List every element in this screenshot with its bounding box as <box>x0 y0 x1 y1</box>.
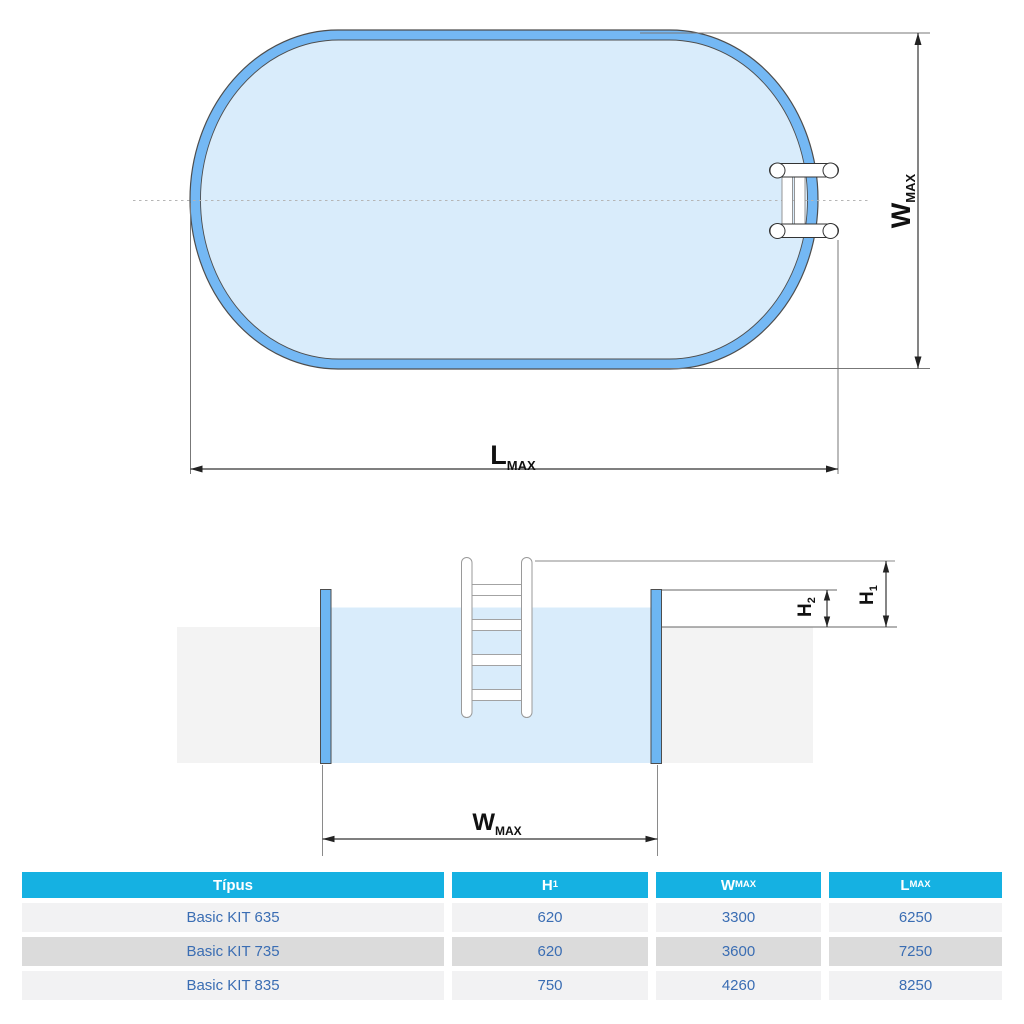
ladder-knob <box>770 224 785 239</box>
arrowhead-down <box>824 617 830 628</box>
arrowhead-down <box>915 357 922 369</box>
cell-tipus: Basic KIT 835 <box>22 971 444 1000</box>
spec-table <box>22 872 1002 1000</box>
header-label: W <box>720 876 736 894</box>
ladder-rail-right <box>795 170 806 231</box>
pool-wall-left <box>321 590 332 764</box>
cell-h1: 620 <box>452 937 648 966</box>
col-header-wmax: W MAX <box>656 872 821 898</box>
pool-top-view <box>133 30 930 474</box>
cell-tipus: Basic KIT 735 <box>22 937 444 966</box>
arrowhead-up <box>915 33 922 45</box>
cell-h1: 620 <box>452 903 648 932</box>
col-header-h1: H 1 <box>452 872 648 898</box>
ladder-rail <box>522 558 533 718</box>
ladder-rung <box>470 690 524 701</box>
pool-wall-right <box>651 590 662 764</box>
ladder-rail-left <box>782 170 793 231</box>
header-label: Típus <box>213 876 253 894</box>
arrowhead-up <box>824 590 830 601</box>
arrowhead-left <box>323 836 335 843</box>
cell-wmax: 3600 <box>656 937 821 966</box>
cell-wmax: 3300 <box>656 903 821 932</box>
cell-lmax: 7250 <box>829 937 1002 966</box>
ladder-rail <box>462 558 473 718</box>
col-header-tipus <box>22 872 444 898</box>
ladder-rung <box>470 655 524 666</box>
cell-tipus: Basic KIT 635 <box>22 903 444 932</box>
ladder-rung <box>470 620 524 631</box>
wmax-dimension-side-view <box>323 765 658 856</box>
h1-dimension <box>857 561 889 627</box>
ladder-knob <box>823 224 838 239</box>
wmax-side-label: $W_{MAX}$ <box>472 809 522 838</box>
col-header-lmax: L MAX <box>829 872 1002 898</box>
arrowhead-down <box>883 616 889 628</box>
lmax-label: $L_{MAX}$ <box>490 440 536 473</box>
wmax-label: $W_{MAX}$ <box>886 173 918 229</box>
h2-label: $H_2$ <box>795 597 818 617</box>
ladder-knob <box>770 163 785 178</box>
arrowhead-up <box>883 561 889 573</box>
cell-wmax: 4260 <box>656 971 821 1000</box>
ladder-knob <box>823 163 838 178</box>
arrowhead-right <box>826 466 838 473</box>
header-label: L <box>900 876 910 894</box>
pool-side-view <box>177 558 897 857</box>
cell-h1: 750 <box>452 971 648 1000</box>
cell-lmax: 8250 <box>829 971 1002 1000</box>
ladder-rung <box>470 585 524 596</box>
cell-lmax: 6250 <box>829 903 1002 932</box>
header-label: H <box>541 876 553 894</box>
h1-label: $H_1$ <box>857 585 880 605</box>
arrowhead-left <box>191 466 203 473</box>
h2-dimension <box>795 590 830 627</box>
arrowhead-right <box>646 836 658 843</box>
pool-oval-water <box>201 40 808 359</box>
